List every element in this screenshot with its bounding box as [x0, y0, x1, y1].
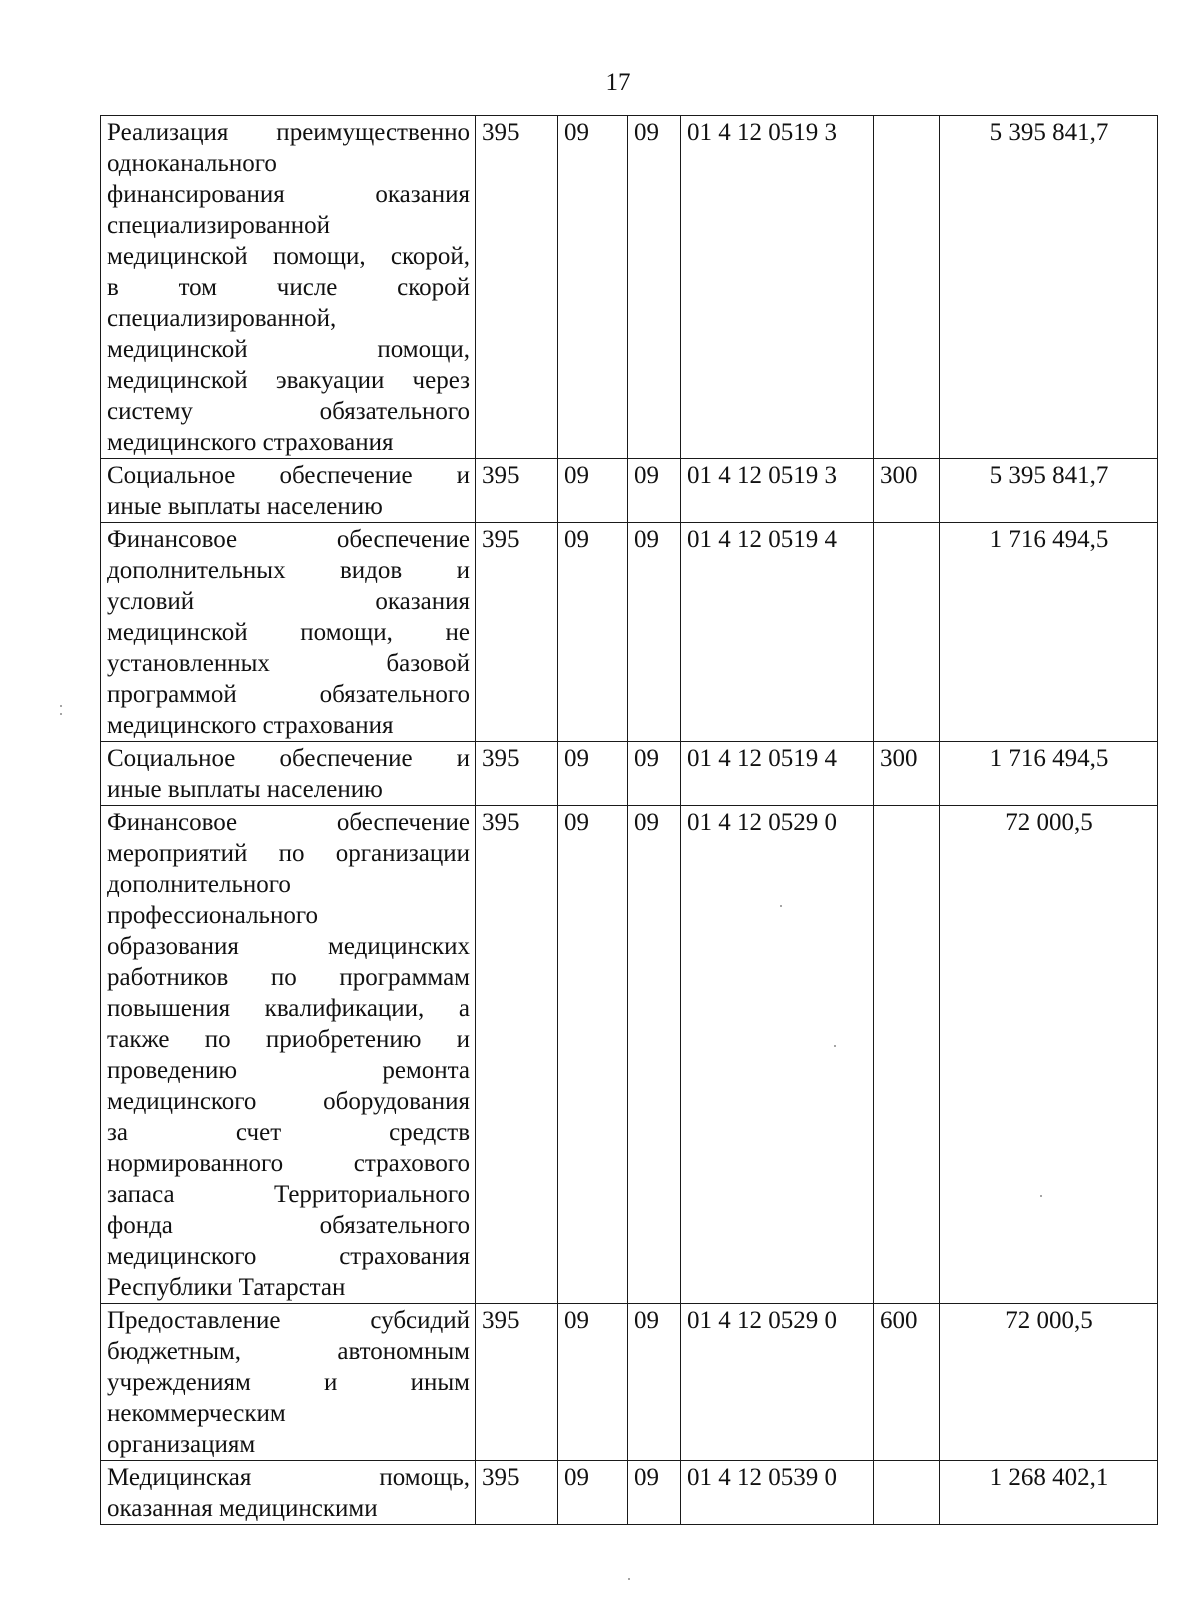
expense-type-cell: 300 [874, 742, 940, 806]
amount-cell: 5 395 841,7 [940, 116, 1158, 459]
section-code-cell: 09 [558, 459, 628, 523]
description-line: учреждениям и иным [107, 1369, 470, 1396]
description-line: одноканального [107, 150, 277, 177]
section-code-cell: 09 [558, 742, 628, 806]
description-line: также по приобретению и [107, 1026, 470, 1053]
description-line: повышения квалификации, а [107, 995, 470, 1022]
description-line: дополнительного [107, 871, 291, 898]
expense-type-cell [874, 806, 940, 1304]
description-line: установленных базовой [107, 650, 470, 677]
description-line: профессионального [107, 902, 318, 929]
description-line: работников по программам [107, 964, 470, 991]
description-line: Реализация преимущественно [107, 119, 470, 146]
target-article-cell: 01 4 12 0519 3 [681, 459, 874, 523]
table-row [101, 1461, 1158, 1525]
description-line: систему обязательного [107, 398, 470, 425]
description-cell [101, 523, 476, 742]
description-line: программой обязательного [107, 681, 470, 708]
expense-type-cell [874, 116, 940, 459]
table-row [101, 806, 1158, 1304]
description-line: условий оказания [107, 588, 470, 615]
ministry-code-cell: 395 [476, 116, 558, 459]
description-line: проведению ремонта [107, 1057, 470, 1084]
ministry-code-cell: 395 [476, 742, 558, 806]
description-line: специализированной [107, 212, 330, 239]
subsection-code-cell: 09 [628, 1304, 681, 1461]
scan-speck [1040, 1195, 1042, 1197]
target-article-cell: 01 4 12 0519 4 [681, 742, 874, 806]
page-number: 17 [605, 69, 631, 96]
description-line: медицинской помощи, [107, 336, 470, 363]
scan-speck [780, 905, 782, 907]
description-line: мероприятий по организации [107, 840, 470, 867]
description-cell [101, 1304, 476, 1461]
subsection-code-cell: 09 [628, 806, 681, 1304]
scan-speck [60, 705, 62, 707]
description-line: Медицинская помощь, [107, 1464, 470, 1491]
amount-cell: 1 716 494,5 [940, 742, 1158, 806]
description-line: некоммерческим [107, 1400, 286, 1427]
table-row [101, 742, 1158, 806]
section-code-cell: 09 [558, 1461, 628, 1525]
target-article-cell: 01 4 12 0519 4 [681, 523, 874, 742]
description-line: медицинской эвакуации через [107, 367, 470, 394]
subsection-code-cell: 09 [628, 523, 681, 742]
scan-speck [60, 713, 62, 715]
description-line: Социальное обеспечение и [107, 462, 470, 489]
subsection-code-cell: 09 [628, 459, 681, 523]
description-line: организациям [107, 1431, 256, 1458]
subsection-code-cell: 09 [628, 116, 681, 459]
description-line: медицинского страхования [107, 429, 394, 456]
description-line: медицинского страхования [107, 712, 394, 739]
description-cell [101, 806, 476, 1304]
table-row [101, 459, 1158, 523]
description-line: нормированного страхового [107, 1150, 470, 1177]
description-line: финансирования оказания [107, 181, 470, 208]
expense-type-cell: 600 [874, 1304, 940, 1461]
expense-type-cell: 300 [874, 459, 940, 523]
description-line: иные выплаты населению [107, 493, 383, 520]
description-line: Предоставление субсидий [107, 1307, 470, 1334]
table-row [101, 116, 1158, 459]
description-line: запаса Территориального [107, 1181, 470, 1208]
subsection-code-cell: 09 [628, 1461, 681, 1525]
description-line: медицинского оборудования [107, 1088, 470, 1115]
section-code-cell: 09 [558, 523, 628, 742]
ministry-code-cell: 395 [476, 523, 558, 742]
description-line: фонда обязательного [107, 1212, 470, 1239]
table-row [101, 523, 1158, 742]
description-line: Республики Татарстан [107, 1274, 346, 1301]
subsection-code-cell: 09 [628, 742, 681, 806]
description-line: дополнительных видов и [107, 557, 470, 584]
description-line: оказанная медицинскими [107, 1495, 378, 1522]
description-cell [101, 1461, 476, 1525]
section-code-cell: 09 [558, 806, 628, 1304]
description-line: иные выплаты населению [107, 776, 383, 803]
amount-cell: 72 000,5 [940, 1304, 1158, 1461]
section-code-cell: 09 [558, 116, 628, 459]
amount-cell: 1 268 402,1 [940, 1461, 1158, 1525]
description-line: в том числе скорой [107, 274, 470, 301]
section-code-cell: 09 [558, 1304, 628, 1461]
expense-type-cell [874, 523, 940, 742]
description-cell [101, 742, 476, 806]
amount-cell: 5 395 841,7 [940, 459, 1158, 523]
target-article-cell: 01 4 12 0519 3 [681, 116, 874, 459]
description-line: Социальное обеспечение и [107, 745, 470, 772]
description-line: специализированной, [107, 305, 337, 332]
expense-type-cell [874, 1461, 940, 1525]
target-article-cell: 01 4 12 0539 0 [681, 1461, 874, 1525]
ministry-code-cell: 395 [476, 806, 558, 1304]
description-cell [101, 459, 476, 523]
description-line: медицинской помощи, не [107, 619, 470, 646]
description-line: образования медицинских [107, 933, 470, 960]
description-line: медицинской помощи, скорой, [107, 243, 470, 270]
description-cell [101, 116, 476, 459]
scan-speck [834, 1045, 836, 1047]
description-line: бюджетным, автономным [107, 1338, 470, 1365]
description-line: медицинского страхования [107, 1243, 470, 1270]
target-article-cell: 01 4 12 0529 0 [681, 1304, 874, 1461]
description-line: Финансовое обеспечение [107, 526, 470, 553]
ministry-code-cell: 395 [476, 459, 558, 523]
table-row [101, 1304, 1158, 1461]
description-line: за счет средств [107, 1119, 470, 1146]
amount-cell: 1 716 494,5 [940, 523, 1158, 742]
description-line: Финансовое обеспечение [107, 809, 470, 836]
ministry-code-cell: 395 [476, 1304, 558, 1461]
amount-cell: 72 000,5 [940, 806, 1158, 1304]
scan-speck [628, 1578, 630, 1580]
target-article-cell: 01 4 12 0529 0 [681, 806, 874, 1304]
ministry-code-cell: 395 [476, 1461, 558, 1525]
budget-table [100, 115, 1158, 1525]
